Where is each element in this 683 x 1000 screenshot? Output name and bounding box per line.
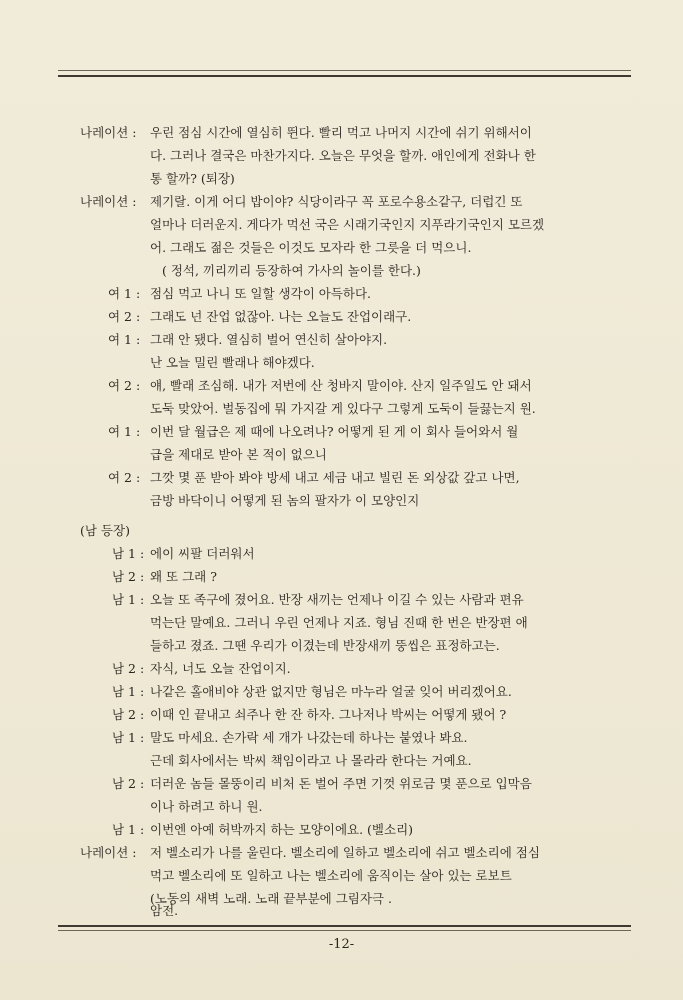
script-line <box>0 122 683 144</box>
script-line <box>0 543 683 565</box>
speaker-label: 남 1 : <box>112 592 145 607</box>
script-line <box>0 168 683 190</box>
line-text: 먹는단 말예요. 그러니 우린 언제나 지죠. 형님 진때 한 번은 반장편 애 <box>150 615 528 630</box>
script-line <box>0 727 683 749</box>
speaker-label: 남 2 : <box>112 776 145 791</box>
script-line <box>0 658 683 680</box>
script-line <box>0 566 683 588</box>
line-text: 얼마나 더러운지. 게다가 먹선 국은 시래기국인지 지푸라기국인지 모르겠 <box>150 217 545 232</box>
speaker-label: 나레이션 : <box>80 845 137 860</box>
script-line <box>0 352 683 374</box>
speaker-label: 여 1 : <box>108 332 141 347</box>
script-line <box>0 444 683 466</box>
line-text: 이번엔 아예 허박까지 하는 모양이에요. (벨소리) <box>150 822 414 837</box>
bottom-rule-thin <box>58 930 631 931</box>
line-text: 그깟 몇 푼 받아 봐야 방세 내고 세금 내고 빌린 돈 외상값 갚고 나면, <box>150 470 520 485</box>
line-text: (노동의 새벽 노래. 노래 끝부분에 그림자극 . <box>150 891 392 906</box>
script-line <box>0 704 683 726</box>
line-text: 그래 안 됐다. 열심히 벌어 연신히 살아야지. <box>150 332 388 347</box>
script-line <box>0 750 683 772</box>
stage-direction <box>0 900 683 922</box>
script-line <box>0 773 683 795</box>
script-line <box>0 796 683 818</box>
line-text: 자식, 너도 오늘 잔업이지. <box>150 661 291 676</box>
line-text: 어. 그래도 젊은 것들은 이것도 모자라 한 그릇을 더 먹으니. <box>150 240 472 255</box>
line-text: 근데 회사에서는 박씨 책임이라고 나 몰라라 한다는 거예요. <box>150 753 472 768</box>
line-text: 얘, 빨래 조심해. 내가 저번에 산 청바지 말이야. 산지 일주일도 안 돼서 <box>150 378 532 393</box>
line-text: 금방 바닥이니 어떻게 된 놈의 팔자가 이 모양인지 <box>150 493 420 508</box>
line-text: 점심 먹고 나니 또 일할 생각이 아득하다. <box>150 286 372 301</box>
line-text: 나같은 홀애비야 상관 없지만 형님은 마누라 얼굴 잊어 버리겠어요. <box>150 684 512 699</box>
stage-direction <box>0 520 683 542</box>
line-text: 더러운 놈들 몰뚱이리 비처 돈 벌어 주면 기껏 위로금 몇 푼으로 입막음 <box>150 776 532 791</box>
line-text: 에이 씨팔 더러워서 <box>150 546 255 561</box>
stage-direction <box>0 260 683 282</box>
script-line <box>0 635 683 657</box>
line-text: 이때 인 끝내고 쇠주나 한 잔 하자. 그나저나 박씨는 어떻게 됐어 ? <box>150 707 507 722</box>
speaker-label: 남 2 : <box>112 707 145 722</box>
line-text: 들하고 졌죠. 그땐 우리가 이겼는데 반장새끼 뚱씹은 표정하고는. <box>150 638 500 653</box>
speaker-label: 여 2 : <box>108 309 141 324</box>
speaker-label: 남 2 : <box>112 569 145 584</box>
script-line <box>0 612 683 634</box>
line-text: 도둑 맞았어. 벌동집에 뭐 가지갈 게 있다구 그렇게 도둑이 들끓는지 원. <box>150 401 536 416</box>
line-text: 우린 점심 시간에 열심히 뛴다. 빨리 먹고 나머지 시간에 쉬기 위해서이 <box>150 125 532 140</box>
script-line <box>0 421 683 443</box>
line-text: 먹고 벨소리에 또 일하고 나는 벨소리에 움직이는 살아 있는 로보트 <box>150 868 512 883</box>
script-line <box>0 398 683 420</box>
script-line <box>0 681 683 703</box>
speaker-label: 여 1 : <box>108 424 141 439</box>
script-line <box>0 589 683 611</box>
speaker-label: 남 2 : <box>112 661 145 676</box>
speaker-label: 남 1 : <box>112 822 145 837</box>
script-line <box>0 329 683 351</box>
line-text: 이나 하려고 하니 원. <box>150 799 263 814</box>
line-text: 난 오늘 밀린 빨래나 해야겠다. <box>150 355 315 370</box>
speaker-label: 남 1 : <box>112 730 145 745</box>
speaker-label: 남 1 : <box>112 546 145 561</box>
bottom-rule-thick <box>58 925 631 927</box>
line-text: 암전. <box>150 903 179 918</box>
page-number: -12- <box>328 937 355 952</box>
speaker-label: 여 2 : <box>108 378 141 393</box>
speaker-label: 남 1 : <box>112 684 145 699</box>
script-line <box>0 237 683 259</box>
script-line <box>0 306 683 328</box>
line-text: 제기랄. 이게 어디 밥이야? 식당이라구 꼭 포로수용소같구, 더럽긴 또 <box>150 194 523 209</box>
script-line <box>0 865 683 887</box>
script-line <box>0 819 683 841</box>
script-line <box>0 467 683 489</box>
script-line <box>0 214 683 236</box>
script-line <box>0 375 683 397</box>
script-line <box>0 842 683 864</box>
speaker-label: (남 등장) <box>80 523 130 538</box>
speaker-label: 여 1 : <box>108 286 141 301</box>
script-line <box>0 191 683 213</box>
line-text: 이번 달 월급은 제 때에 나오려나? 어떻게 된 게 이 회사 들어와서 월 <box>150 424 519 439</box>
line-text: 급을 제대로 받아 본 적이 없으니 <box>150 447 327 462</box>
line-text: 그래도 넌 잔업 없잖아. 나는 오늘도 잔업이래구. <box>150 309 412 324</box>
script-line <box>0 283 683 305</box>
line-text: 다. 그러나 결국은 마찬가지다. 오늘은 무엇을 할까. 애인에게 전화나 한 <box>150 148 536 163</box>
speaker-label: 여 2 : <box>108 470 141 485</box>
speaker-label: 나레이션 : <box>80 194 137 209</box>
line-text: 왜 또 그래 ? <box>150 569 217 584</box>
script-line <box>0 145 683 167</box>
line-text: 오늘 또 족구에 졌어요. 반장 새끼는 언제나 이길 수 있는 사람과 편유 <box>150 592 524 607</box>
line-text: 통 할까? (퇴장) <box>150 171 235 186</box>
line-text: 저 벨소리가 나를 울린다. 벨소리에 일하고 벨소리에 쉬고 벨소리에 점심 <box>150 845 540 860</box>
speaker-label: 나레이션 : <box>80 125 137 140</box>
line-text: 말도 마세요. 손가락 세 개가 나갔는데 하나는 붙였나 봐요. <box>150 730 468 745</box>
line-text: ( 정석, 끼리끼리 등장하여 가사의 놀이를 한다.) <box>162 263 421 278</box>
script-line <box>0 490 683 512</box>
